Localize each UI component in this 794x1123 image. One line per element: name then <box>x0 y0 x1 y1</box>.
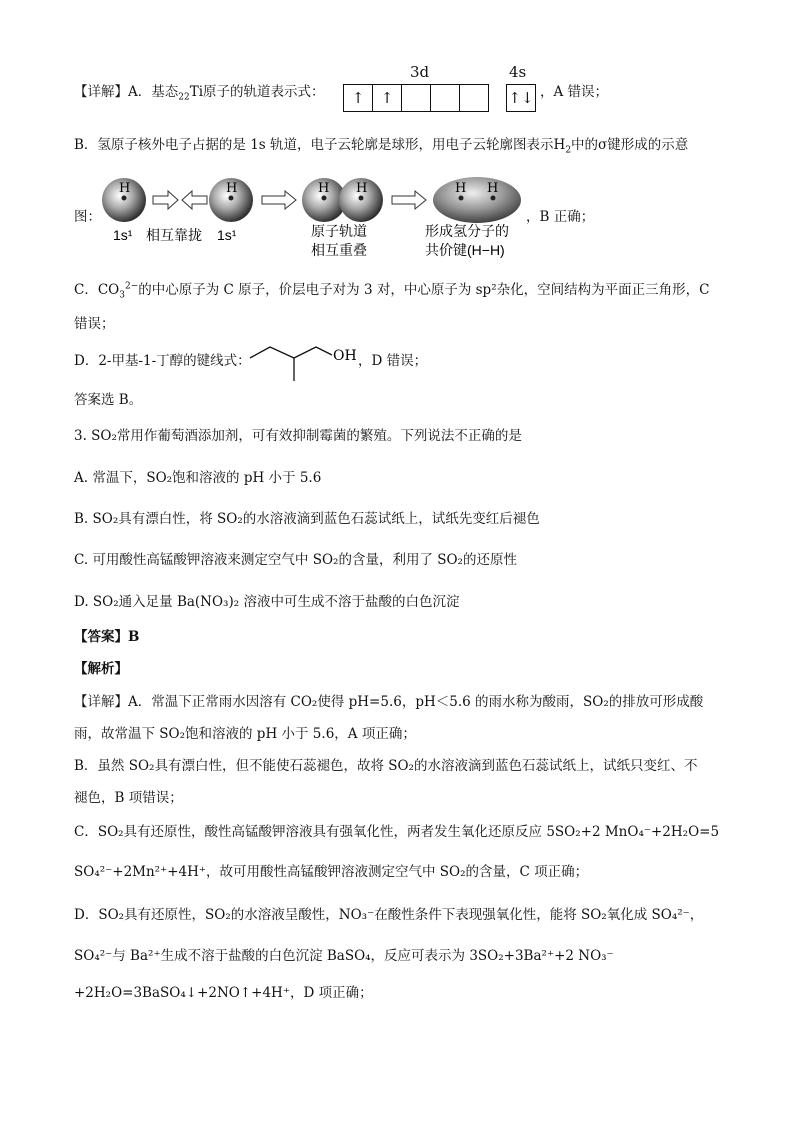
text: ，D 错误； <box>358 353 428 369</box>
h-label: H <box>487 181 499 196</box>
oh-label: OH <box>333 348 357 364</box>
subscript: 2 <box>565 145 572 156</box>
text: D．SO₂具有还原性，SO₂的水溶液呈酸性，NO₃⁻在酸性条件下表现强氧化性，能将 SO₂氧化成 SO₄²⁻， <box>74 907 704 923</box>
option-b <box>74 509 540 529</box>
label-form-1: 形成氢分子的 <box>425 223 509 239</box>
orbital-box: ↑ <box>373 85 402 112</box>
explain-4 <box>74 788 183 808</box>
explain-6 <box>74 862 588 882</box>
text: H <box>553 137 566 153</box>
option-a <box>74 468 321 488</box>
analysis-heading <box>74 659 128 679</box>
question-3 <box>74 426 522 446</box>
text: Ti原子的轨道表示式： <box>189 84 325 100</box>
text: C. 可用酸性高锰酸钾溶液来测定空气中 SO₂的含量，利用了 SO₂的还原性 <box>74 552 517 568</box>
line-7 <box>74 390 142 410</box>
text: 【解析】 <box>74 661 128 677</box>
text: 【答案】B <box>74 629 140 645</box>
text: B. SO₂具有漂白性，将 SO₂的水溶液滴到蓝色石蕊试纸上，试纸先变红后褪色 <box>74 511 540 527</box>
option-d <box>74 592 459 612</box>
text: D. SO₂通入足量 Ba(NO₃)₂ 溶液中可生成不溶于盐酸的白色沉淀 <box>74 594 460 610</box>
text: SO₄²⁻与 Ba²⁺生成不溶于盐酸的白色沉淀 BaSO₄，反应可表示为 3SO₂+3Ba²⁺+2 NO₃⁻ <box>74 948 614 964</box>
h-label: H <box>318 181 330 196</box>
explain-1 <box>74 692 703 712</box>
text: B．氢原子核外电子占据的是 1s 轨道，电子云轮廓是球形，用电子云轮廓图表示 <box>74 137 554 153</box>
text: 【详解】A．常温下正常雨水因溶有 CO₂使得 pH=5.6，pH＜5.6 的雨水称为酸雨，SO₂的排放可形成酸 <box>74 694 704 710</box>
explain-3 <box>74 756 697 776</box>
h-label: H <box>455 181 467 196</box>
option-c <box>74 550 517 570</box>
text: B．虽然 SO₂具有漂白性，但不能使石蕊褪色，故将 SO₂的水溶液滴到蓝色石蕊试纸上，试纸只变红、不 <box>74 758 698 774</box>
text: 3. SO₂常用作葡萄酒添加剂，可有效抑制霉菌的繁殖。下列说法不正确的是 <box>74 428 522 444</box>
subscript: 3 <box>119 290 125 301</box>
label-1s-a: 1s¹ <box>113 227 133 243</box>
h-label: H <box>226 181 238 196</box>
orbital-box: ↑↓ <box>507 85 536 112</box>
explain-7 <box>74 905 703 925</box>
bond-lines <box>250 347 332 358</box>
text: D．2-甲基-1-丁醇的键线式： <box>74 353 251 369</box>
text: 答案选 B。 <box>74 392 143 408</box>
text: C．SO₂具有还原性，酸性高锰酸钾溶液具有强氧化性，两者发生氧化还原反应 5SO₂+2 MnO₄⁻+2H₂O=5 <box>74 824 720 840</box>
skeletal-formula <box>0 0 794 400</box>
orbital-box: ↑ <box>344 85 373 112</box>
label-close: 相互靠拢 <box>146 227 202 243</box>
subscript: 22 <box>178 92 190 103</box>
explain-2 <box>74 724 416 744</box>
label-form-2: 共价键(H−H) <box>425 242 505 258</box>
text: 褪色，B 项错误； <box>74 790 183 806</box>
explain-8 <box>74 946 614 966</box>
h-label: H <box>356 181 368 196</box>
text: +2H₂O=3BaSO₄↓+2NO↑+4H⁺，D 项正确； <box>74 985 373 1001</box>
text: 图： <box>74 209 101 225</box>
explain-9 <box>74 983 373 1003</box>
label-3d: 3d <box>410 63 430 81</box>
label-1s-b: 1s¹ <box>217 227 237 243</box>
text: 错误； <box>74 316 115 332</box>
text: 中的σ键形成的示意 <box>571 137 689 153</box>
text: 雨，故常温下 SO₂饱和溶液的 pH 小于 5.6，A 项正确； <box>74 726 416 742</box>
text: ，A 错误； <box>540 84 609 100</box>
line-6-end <box>358 351 427 371</box>
text: C．CO <box>74 282 120 298</box>
label-4s: 4s <box>509 63 527 81</box>
h-label: H <box>119 181 131 196</box>
text: SO₄²⁻+2Mn²⁺+4H⁺，故可用酸性高锰酸钾溶液测定空气中 SO₂的含量，C 项正确； <box>74 864 589 880</box>
text: 【详解】A．基态 <box>74 84 179 100</box>
answer <box>74 627 139 647</box>
text: A. 常温下，SO₂饱和溶液的 pH 小于 5.6 <box>74 470 322 486</box>
text: 的中心原子为 C 原子，价层电子对为 3 对，中心原子为 sp²杂化，空间结构为平面正三角形，C <box>138 282 710 298</box>
label-overlap-2: 相互重叠 <box>311 242 367 258</box>
explain-5 <box>74 822 719 842</box>
label-overlap-1: 原子轨道 <box>311 223 367 239</box>
text: ，B 正确； <box>526 209 595 225</box>
superscript: 2− <box>124 281 139 292</box>
